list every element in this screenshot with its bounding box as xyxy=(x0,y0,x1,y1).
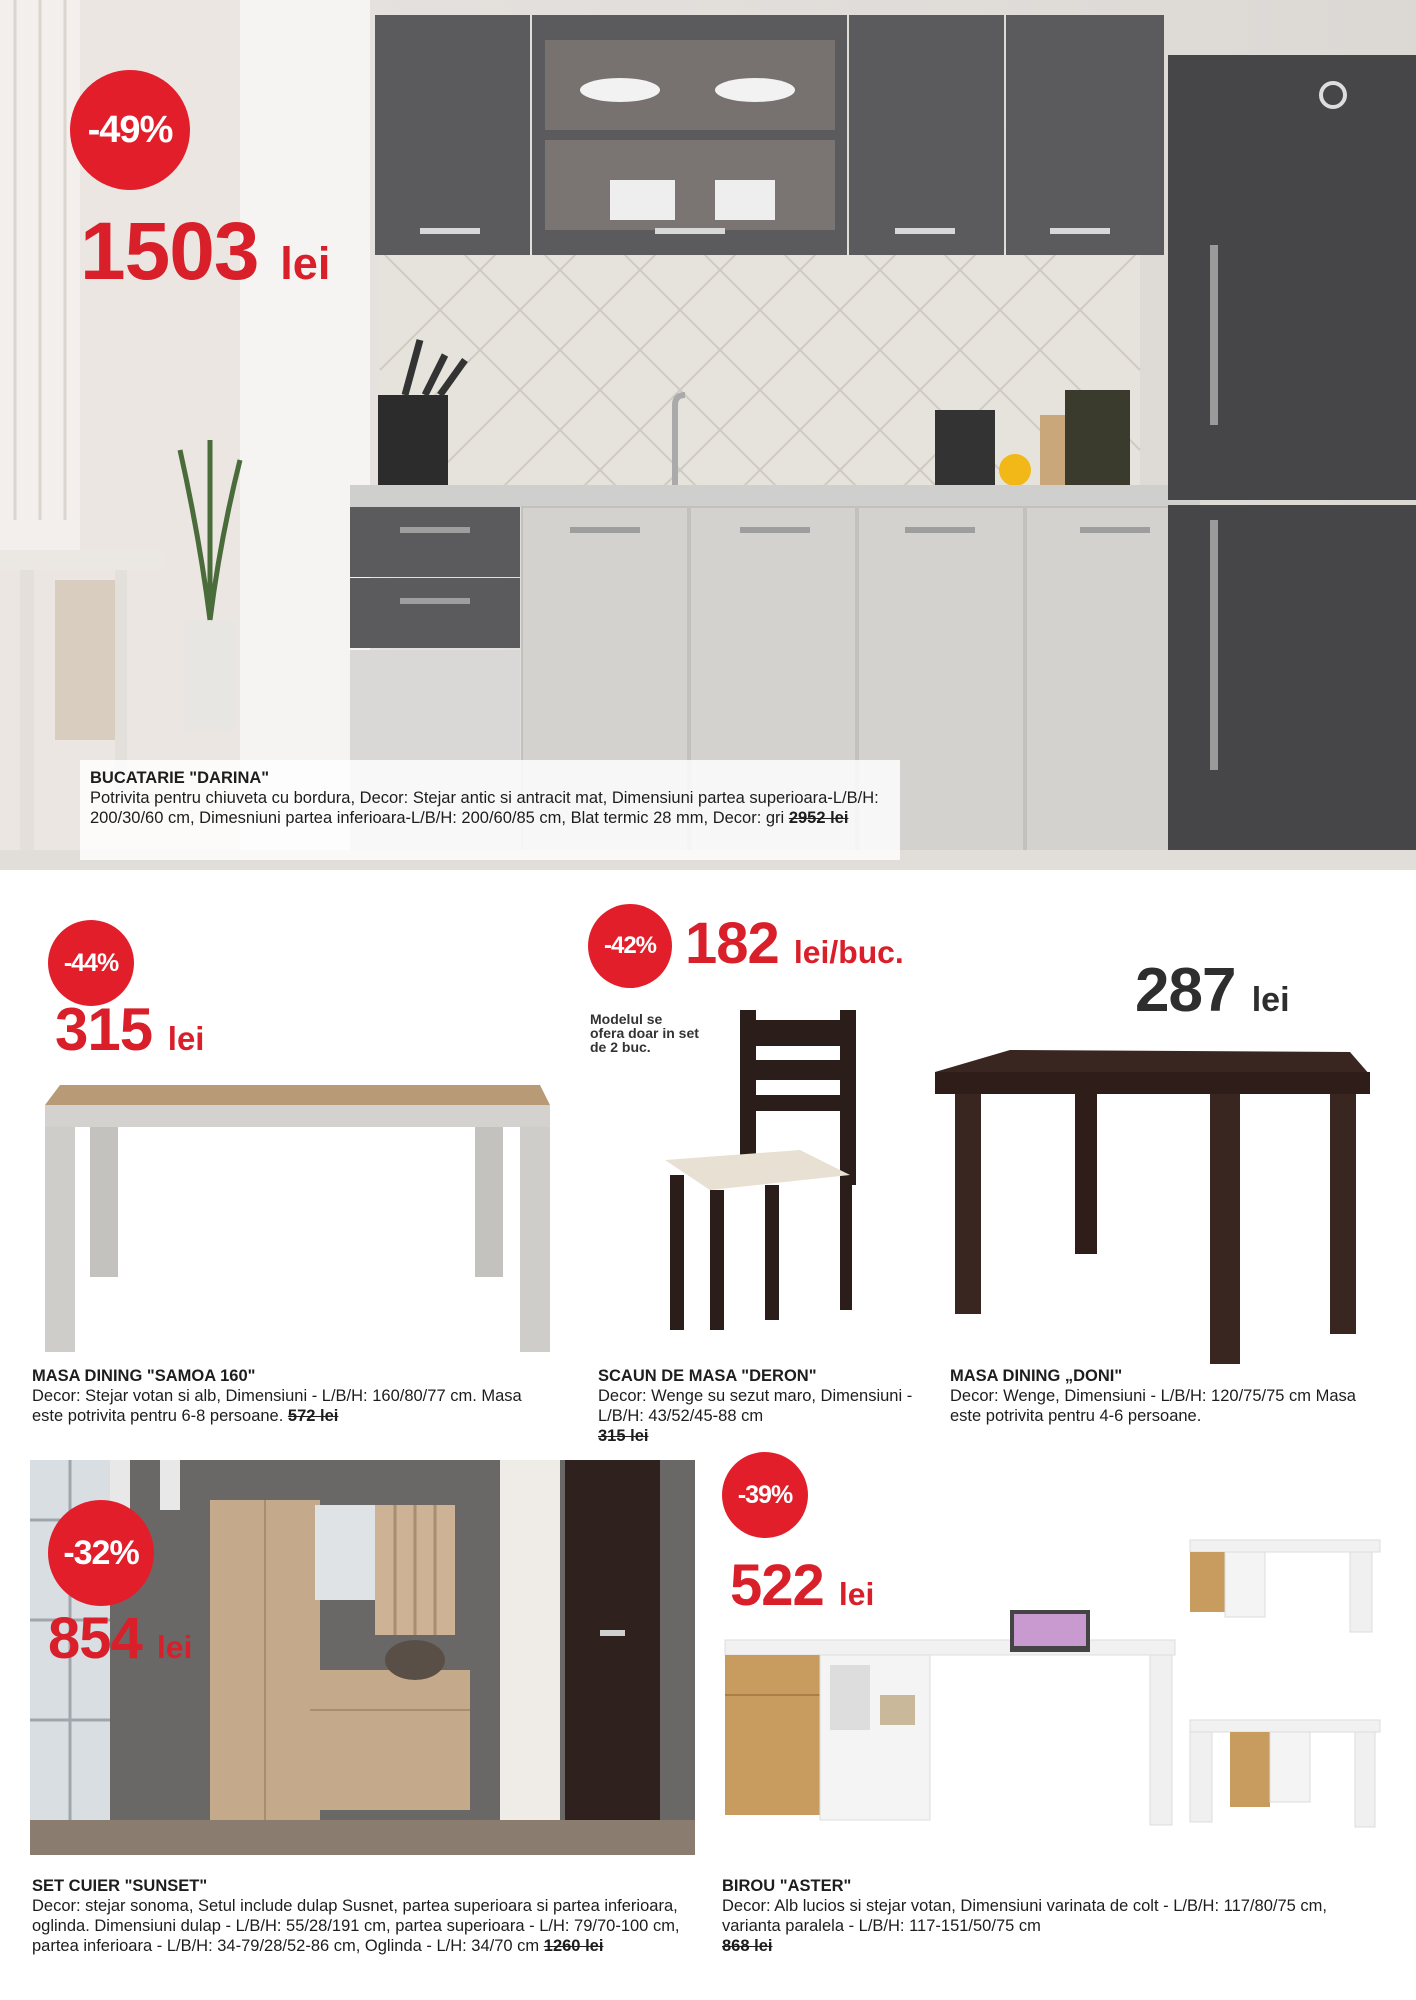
doni-title: MASA DINING „DONI" xyxy=(950,1367,1123,1385)
deron-discount-badge: -42% xyxy=(588,904,672,988)
hero-discount-badge: -49% xyxy=(70,70,190,190)
hero-description-box xyxy=(80,760,900,860)
samoa-description: Decor: Stejar votan si alb, Dimensiuni - L/B/H: 160/80/77 cm. Masa este potrivita pentru 6-8 persoane. xyxy=(32,1387,522,1425)
sunset-old-price: 1260 lei xyxy=(543,1937,604,1955)
deron-old-price: 315 lei xyxy=(598,1427,649,1445)
aster-desk-image xyxy=(720,1520,1390,1860)
sunset-price xyxy=(48,1605,192,1672)
samoa-discount-badge: -44% xyxy=(48,920,134,1006)
doni-table-image xyxy=(930,1040,1380,1370)
samoa-title: MASA DINING "SAMOA 160" xyxy=(32,1367,256,1385)
hero-kitchen-photo xyxy=(0,0,1416,870)
deron-title: SCAUN DE MASA "DERON" xyxy=(598,1367,817,1385)
aster-description-block xyxy=(722,1876,1382,1956)
samoa-price xyxy=(55,995,204,1064)
doni-price-value: 287 xyxy=(1135,956,1236,1025)
hero-price xyxy=(80,205,330,299)
deron-description-block xyxy=(598,1366,928,1446)
aster-price-currency: lei xyxy=(838,1576,875,1612)
doni-price-currency: lei xyxy=(1251,981,1290,1019)
hero-product-title: BUCATARIE "DARINA" xyxy=(90,769,270,787)
samoa-table-image xyxy=(40,1060,560,1360)
sunset-description-block xyxy=(32,1876,682,1956)
hero-price-value: 1503 xyxy=(80,206,259,297)
deron-price xyxy=(685,910,904,977)
deron-description: Decor: Wenge su sezut maro, Dimensiuni - L/B/H: 43/52/45-88 cm xyxy=(598,1387,913,1425)
sunset-price-value: 854 xyxy=(48,1606,142,1671)
hero-price-currency: lei xyxy=(280,238,331,289)
doni-description: Decor: Wenge, Dimensiuni - L/B/H: 120/75/75 cm Masa este potrivita pentru 4-6 persoane. xyxy=(950,1387,1356,1425)
doni-description-block xyxy=(950,1366,1390,1426)
aster-discount-badge: -39% xyxy=(722,1452,808,1538)
deron-price-value: 182 xyxy=(685,911,779,976)
samoa-price-value: 315 xyxy=(55,996,153,1063)
deron-price-currency: lei/buc. xyxy=(793,934,904,970)
aster-description: Decor: Alb lucios si stejar votan, Dimensiuni varinata de colt - L/B/H: 117/80/75 cm, varianta paralela - L/B/H: 117-151/50/75 cm xyxy=(722,1897,1327,1935)
sunset-price-currency: lei xyxy=(156,1629,193,1665)
samoa-description-block xyxy=(32,1366,552,1426)
sunset-title: SET CUIER "SUNSET" xyxy=(32,1877,208,1895)
aster-old-price: 868 lei xyxy=(722,1937,773,1955)
deron-set-note: Modelul se ofera doar in set de 2 buc. xyxy=(590,1011,699,1055)
hero-product-description: Potrivita pentru chiuveta cu bordura, Decor: Stejar antic si antracit mat, Dimensiuni partea superioara-L/B/H: 200/30/60 cm, Dimesniuni partea inferioara-L/B/H: 200/60/85 cm, Blat termic 28 mm, Decor: gri xyxy=(90,789,879,827)
hero-old-price: 2952 lei xyxy=(788,809,849,827)
doni-price xyxy=(1135,955,1290,1026)
aster-title: BIROU "ASTER" xyxy=(722,1877,852,1895)
sunset-discount-badge: -32% xyxy=(48,1500,154,1606)
samoa-old-price: 572 lei xyxy=(287,1407,339,1425)
kitchen-illustration xyxy=(0,0,1416,870)
sunset-description: Decor: stejar sonoma, Setul include dulap Susnet, partea superioara si partea inferioara, oglinda. Dimensiuni dulap - L/B/H: 55/28/191 cm, partea superioara - L/H: 79/70-100 cm, partea inferioara - L/B/H: 34-79/28/52-86 cm, Oglinda - L/H: 34/70 cm xyxy=(32,1897,680,1955)
aster-price-value: 522 xyxy=(730,1553,824,1618)
samoa-price-currency: lei xyxy=(167,1020,205,1057)
deron-chair-image xyxy=(650,1000,870,1340)
